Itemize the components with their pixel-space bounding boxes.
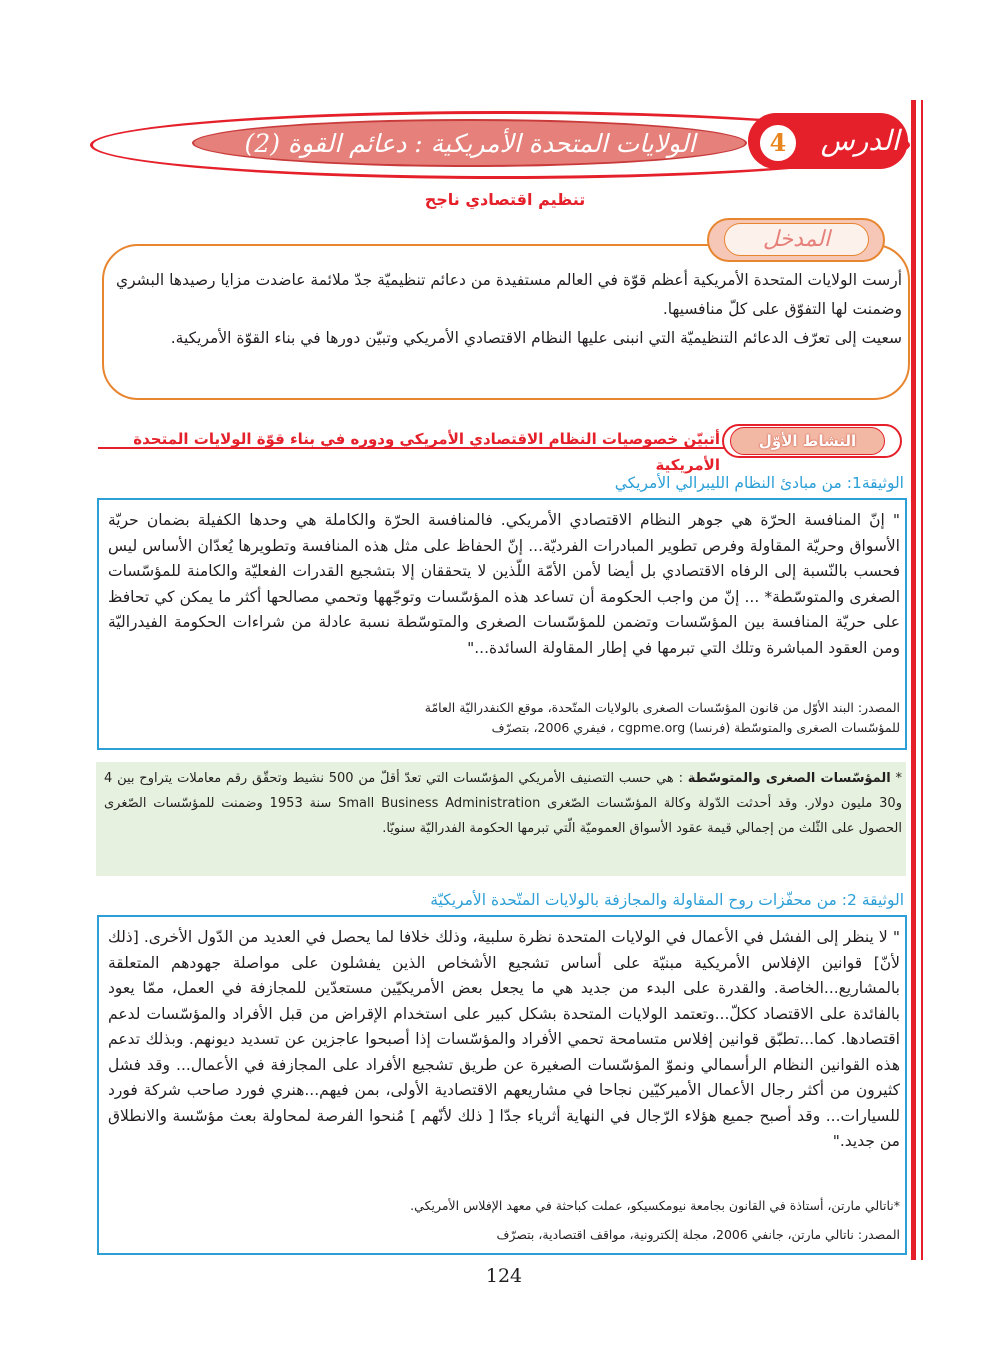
intro-paragraph-2: سعيت إلى تعرّف الدعائم التنظيميّة التي انبنى عليها النظام الاقتصادي الأمريكي وتبيّن دورها في بناء القوّة الأمريكية. (170, 329, 902, 347)
lesson-number: 4 (769, 128, 787, 157)
document1-source-line1: المصدر: البند الأوّل من قانون المؤسّسات الصغرى بالولايات المتّحدة، موقع الكنفدراليّة العامّة (424, 700, 900, 715)
footnote-definition: : هي حسب التصنيف الأمريكي المؤسّسات التي تعدّ أقلّ من 500 نشيط وتحقّق رقم معاملات يتراوح بين 4 و30 مليون دولار. وقد أحدثت الدّولة وكالة المؤسّسات الصّغرى Small Business Administration سنة 1953 وضمنت للمؤسّسات الصّغرى الحصول على الثّلث من إجمالي قيمة عقود الأسواق العموميّة الّتي تبرمها الحكومة الفدراليّة سنويّا. (104, 771, 902, 836)
document2-quote: " لا ينظر إلى الفشل في الأعمال في الولايات المتحدة نظرة سلبية، وذلك خلافا لما يحصل في العديد من الدّول الأخرى. [ذلك لأنّ] قوانين الإفلاس الأمريكية مبنيّة على أساس تشجيع الأشخاص الذين يفشلون على مواصلة جهودهم المتعلقة بالمشاريع...الخاصة. والقدرة على البدء من جديد هي ما يجعل بعض الأمريكيّين مستعدّين للمجازفة في العمل، ممّا يعود بالفائدة على الاقتصاد ككلّ...وتعتمد الولايات المتحدة بشكل كبير على استخدام الإقراض من قبل الأفراد والمؤسّسات لدعم اقتصادها. كما...تطبّق قوانين إفلاس متسامحة تحمي الأفراد والمؤسّسات إذا أصبحوا عاجزين عن تسديد ديونهم. وبذلك تدعم هذه القوانين النظام الرأسمالي ونموّ المؤسّسات الصغيرة عن طريق تشجيع الأفراد على المجازفة في الأعمال... وقد فشل كثيرون من أكثر رجال الأعمال الأميركيّين نجاحا في مشاريعهم الاقتصادية الأولى، بمن فيهم...هنري فورد صاحب شركة فورد للسيارات... وقد أصبح جميع هؤلاء الرّجال في النهاية أثرياء جدّا [ ذلك لأنّهم ] مُنحوا الفرصة لمحاولة بعث مؤسّسة والانطلاق من جديد." (108, 928, 900, 1150)
intro-paragraph-1: أرست الولايات المتحدة الأمريكية أعظم قوّة في العالم مستفيدة من دعائم تنظيميّة جدّ ملائمة عاضدت مزايا رصيدها البشري وضمنت لها التفوّق على كلّ منافسيها. (116, 271, 902, 318)
page-number: 124 (485, 1265, 523, 1287)
activity-label: النشاط الأوّل (758, 432, 857, 450)
footnote-text: * المؤسّسات الصغرى والمتوسّطة : هي حسب التصنيف الأمريكي المؤسّسات التي تعدّ أقلّ من 500 نشيط وتحقّق رقم معاملات يتراوح بين 4 و30 مليون دولار. وقد أحدثت الدّولة وكالة المؤسّسات الصّغرى Small Business Administration سنة 1953 وضمنت للمؤسّسات الصّغرى الحصول على الثّلث من إجمالي قيمة عقود الأسواق العموميّة الّتي تبرمها الحكومة الفدراليّة سنويّا. (104, 771, 902, 836)
activity-title: أتبيّن خصوصيات النظام الاقتصادي الأمريكي ودوره في بناء قوّة الولايات المتحدة الأمريكية (133, 430, 720, 474)
margin-bar-thin (921, 100, 923, 1260)
document2-author-note: *ناتالي مارتن، أستاذة في القانون بجامعة نيومكسيكو، عملت كباحثة في معهد الإفلاس الأمريكي. (410, 1198, 900, 1213)
document1-source-line2: للمؤسّسات الصغرى والمتوسّطة (فرنسا) cgpme.org ، فيفري 2006، بتصرّف (491, 720, 900, 735)
lesson-title: الولايات المتحدة الأمريكية : دعائم القوة (2) (244, 129, 696, 158)
lesson-label: الدرس (820, 124, 900, 157)
intro-title: المدخل (762, 227, 831, 252)
document1-source (108, 698, 900, 742)
lesson-subtitle: تنظيم اقتصادي ناجح (424, 190, 586, 209)
document2-source: المصدر: ناتالي مارتن، جانفي 2006، مجلة إلكترونية، مواقف اقتصادية، بتصرّف (496, 1227, 900, 1242)
document2-heading: الوثيقة 2: من محفّزات روح المقاولة والمجازفة بالولايات المتّحدة الأمريكيّة (430, 891, 904, 909)
intro-text (116, 266, 902, 392)
margin-bar (911, 100, 916, 1260)
document1-quote: " إنّ المنافسة الحرّة هي جوهر النظام الاقتصادي الأمريكي. فالمنافسة الحرّة والكاملة هي وحدها الكفيلة بضمان حريّة الأسواق وحريّة المقاولة وفرص تطوير المبادرات الفرديّة... إنّ الحفاظ على مثل هذه المنافسة وتطويرها يُعدّان الأساس ليس فحسب بالنّسبة إلى الرفاه الاقتصادي بل أيضا لأمن الأمّة اللّذين لا يتحققان إلا بتشجيع القدرات الفعليّة والكامنة للمؤسّسات الصغرى والمتوسّطة* ... إنّ من واجب الحكومة أن تساعد هذه المؤسّسات وتوجّهها وتحمي مصالحها أكثر ما يمكن كي تحافظ على حريّة المنافسة بين المؤسّسات وتضمن للمؤسّسات الصغرى والمتوسّطة نسبة عادلة من شراءات الحكومة الفيدراليّة ومن العقود المباشرة وتلك التي تبرمها في إطار المقاولة السائدة..." (108, 511, 900, 657)
document1-heading: الوثيقة1: من مبادئ النظام الليبرالي الأمريكي (614, 474, 904, 492)
footnote-term: المؤسّسات الصغرى والمتوسّطة (687, 771, 891, 786)
